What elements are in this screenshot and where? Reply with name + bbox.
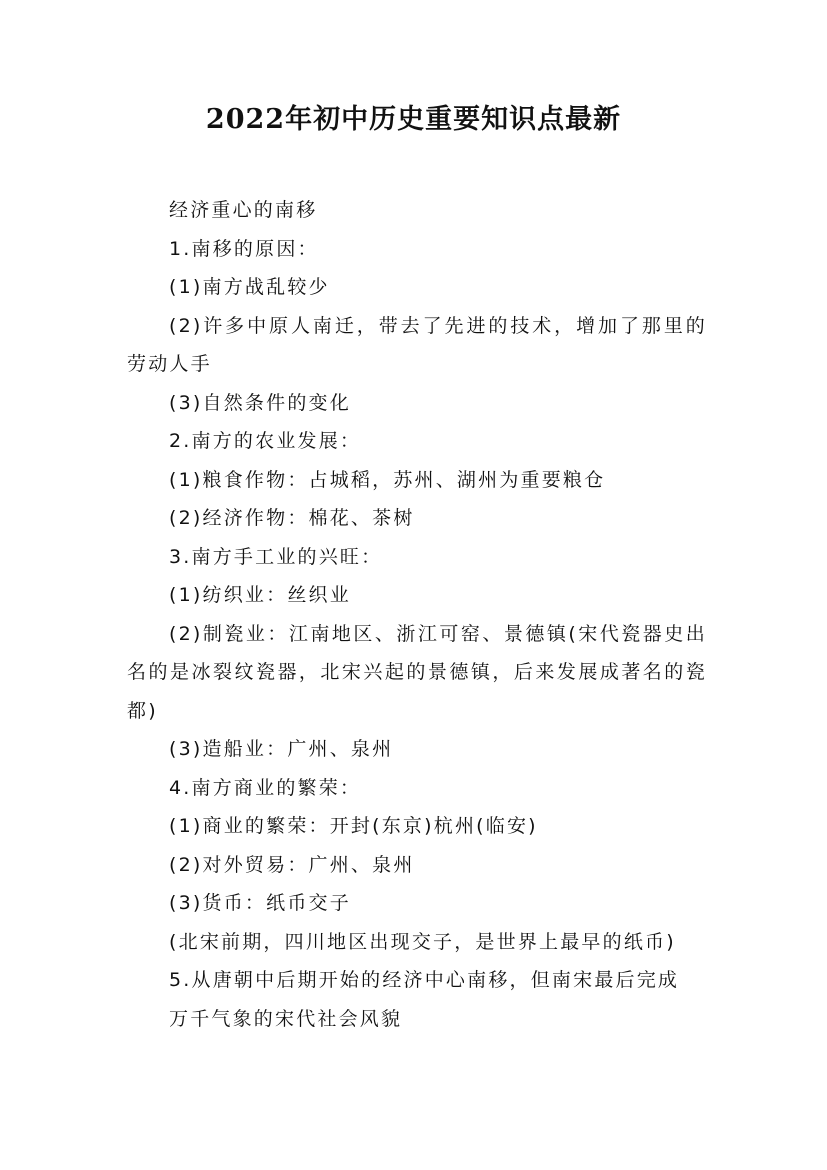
- paragraph: 3.南方手工业的兴旺：: [169, 545, 383, 568]
- section-heading: 经济重心的南移: [169, 199, 318, 221]
- paragraph: (2)许多中原人南迁，带去了先进的技术，增加了那里的劳动人手: [127, 314, 707, 375]
- paragraph: (3)自然条件的变化: [169, 391, 351, 414]
- paragraph: 4.南方商业的繁荣：: [169, 776, 362, 799]
- paragraph: (3)货币：纸币交子: [169, 892, 351, 914]
- paragraph: (北宋前期，四川地区出现交子，是世界上最早的纸币): [169, 930, 676, 953]
- document-title: 2022年初中历史重要知识点最新: [205, 104, 622, 135]
- paragraph: (1)纺织业：丝织业: [169, 584, 351, 606]
- paragraph: (2)制瓷业：江南地区、浙江可窑、景德镇(宋代瓷器史出名的是冰裂纹瓷器，北宋兴起的景德镇，后来发展成著名的瓷都): [127, 622, 707, 722]
- paragraph: 万千气象的宋代社会风貌: [169, 1007, 403, 1030]
- paragraph: 5.从唐朝中后期开始的经济中心南移，但南宋最后完成: [169, 969, 680, 991]
- paragraph: (1)粮食作物：占城稻，苏州、湖州为重要粮仓: [169, 468, 606, 491]
- paragraph: (1)商业的繁荣：开封(东京)杭州(临安): [169, 815, 538, 837]
- paragraph: (2)经济作物：棉花、茶树: [169, 507, 415, 529]
- document-body: [127, 191, 707, 1038]
- paragraph: (1)南方战乱较少: [169, 276, 330, 298]
- paragraph: 1.南移的原因：: [169, 237, 319, 260]
- paragraph: (2)对外贸易：广州、泉州: [169, 853, 415, 876]
- paragraph: 2.南方的农业发展：: [169, 430, 362, 452]
- paragraph: (3)造船业：广州、泉州: [169, 738, 394, 760]
